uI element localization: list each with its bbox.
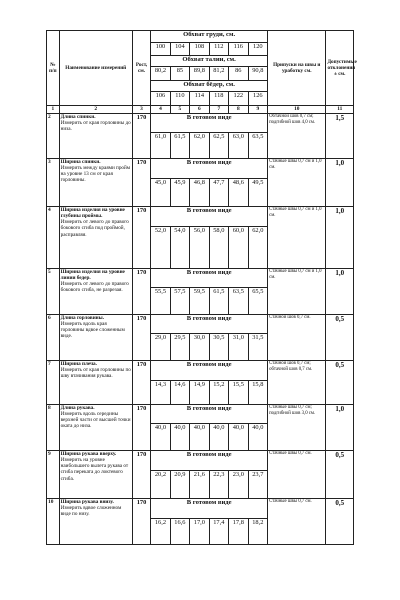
measurement-value: 22,3 [209, 471, 228, 499]
height-value: 170 [132, 269, 150, 315]
measurement-value: 49,5 [248, 179, 268, 207]
measurement-value: 14,3 [151, 381, 170, 405]
measurement-value: 20,2 [151, 471, 170, 499]
seam-allowance-note: Стачные швы 0,7 см и 1,0 см. [268, 269, 326, 315]
height-value: 170 [132, 499, 150, 545]
seam-allowance-note: Стачные швы 0,7 см; подгибной шов 3,0 см. [268, 405, 326, 451]
measurement-description: Измерить от края горловины до низа. [60, 120, 131, 133]
ready-state-label: В готовом виде [151, 207, 268, 227]
tolerance-value: 1,0 [326, 207, 354, 269]
measurement-value: 52,0 [151, 227, 170, 269]
chest-size: 100 [151, 43, 170, 56]
seam-allowance-note: Стачной шов 0,7 см. [268, 315, 326, 361]
measurement-description: Измерить от левого до правого бокового сгиба под проймой, расправляя. [60, 219, 129, 238]
measurement-value: 61,5 [170, 133, 189, 159]
measurement-name [59, 315, 132, 361]
measurement-value: 29,0 [151, 334, 170, 361]
measurement-description: Измерить вдоль середины верхней части от высшей точки оката до низа. [60, 411, 131, 430]
ready-state-label: В готовом виде [151, 114, 268, 133]
table-row [47, 405, 354, 424]
measurement-value: 30,0 [190, 334, 209, 361]
column-number: 11 [326, 106, 354, 114]
column-number: 8 [229, 106, 248, 114]
measurement-title: Ширина изделия на уровне глубины проймы. [60, 207, 125, 220]
tolerance-value: 0,5 [326, 361, 354, 405]
waist-group-label: Обхват талии, см. [151, 56, 268, 67]
table-row [47, 159, 354, 179]
measurement-value: 48,6 [229, 179, 248, 207]
measurement-value: 17,0 [190, 519, 209, 545]
row-number: 4 [47, 207, 60, 269]
tolerance-value: 1,5 [326, 114, 354, 159]
hips-size: 122 [229, 92, 248, 106]
measurement-value: 14,9 [190, 381, 209, 405]
ready-state-label: В готовом виде [151, 315, 268, 334]
measurement-value: 56,0 [190, 227, 209, 269]
measurement-value: 40,0 [170, 424, 189, 451]
measurement-value: 58,0 [209, 227, 228, 269]
measurement-description: Измерить вдвое сложенном виде по низу. [60, 505, 122, 518]
seam-allowance-note: Стачные швы 0,7 см и 1,0 см. [268, 207, 326, 269]
ready-state-label: В готовом виде [151, 159, 268, 179]
measurement-name [59, 499, 132, 545]
measurement-title: Длина спинки. [60, 114, 96, 120]
measurement-value: 54,0 [170, 227, 189, 269]
measurement-value: 57,5 [170, 288, 189, 315]
hips-group-label: Обхват бёдер, см. [151, 81, 268, 92]
row-number: 10 [47, 499, 60, 545]
height-value: 170 [132, 405, 150, 451]
tolerance-value: 1,0 [326, 159, 354, 207]
seam-allowance-note: Стачной шов 0,7 см; обтачной шов 0,7 см. [268, 361, 326, 405]
row-number: 5 [47, 269, 60, 315]
measurement-description: Измерить вдоль края горловины вдвое сложенным виде. [60, 321, 125, 340]
measurement-description: Измерить от края горловины по шву втачивания рукава. [60, 367, 131, 380]
measurement-title: Ширина изделия на уровне линии бедер. [60, 269, 125, 282]
ready-state-label: В готовом виде [151, 499, 268, 519]
measurement-value: 31,5 [248, 334, 268, 361]
measurement-value: 30,5 [209, 334, 228, 361]
measurement-value: 63,5 [248, 133, 268, 159]
allowance-column-header: Припуски на швы и уработку см. [268, 31, 326, 106]
measurement-value: 20,9 [170, 471, 189, 499]
table-row [47, 499, 354, 519]
hips-size: 106 [151, 92, 170, 106]
column-numbers-row [47, 106, 354, 114]
measurement-value: 15,8 [248, 381, 268, 405]
measurement-value: 17,8 [229, 519, 248, 545]
hips-size: 126 [248, 92, 268, 106]
measurement-description: Измерить между краями пройм на уровне 13 см от края горловины. [60, 165, 131, 184]
row-number: 8 [47, 405, 60, 451]
table-row [47, 114, 354, 133]
column-number: 5 [170, 106, 189, 114]
name-column-header: Наименование измерений [59, 31, 132, 106]
measurement-title: Длина рукава. [60, 405, 95, 411]
chest-size: 120 [248, 43, 268, 56]
measurement-value: 62,5 [209, 133, 228, 159]
table-row [47, 269, 354, 288]
column-number: 4 [151, 106, 170, 114]
measurement-name [59, 269, 132, 315]
measurement-name [59, 451, 132, 499]
measurement-value: 21,6 [190, 471, 209, 499]
measurement-description: Измерить от левого до правого бокового сгиба, не разрезая. [60, 281, 129, 294]
measurement-name [59, 405, 132, 451]
waist-size: 90,8 [248, 67, 268, 81]
measurement-value: 16,2 [151, 519, 170, 545]
height-column-header: Рост, см. [132, 31, 150, 106]
tolerance-value: 0,5 [326, 315, 354, 361]
seam-allowance-note: Стачные швы 0,7 см и 1,0 см. [268, 159, 326, 207]
measurement-name [59, 114, 132, 159]
measurement-value: 62,0 [190, 133, 209, 159]
measurement-description: Измерить на уровне наибольшего вылета рукава от сгиба переката до локтевого сгиба. [60, 457, 129, 482]
measurement-value: 23,7 [248, 471, 268, 499]
column-number: 6 [190, 106, 209, 114]
tolerance-value: 1,0 [326, 405, 354, 451]
measurement-value: 40,0 [229, 424, 248, 451]
measurement-value: 65,5 [248, 288, 268, 315]
waist-size: 89,8 [190, 67, 209, 81]
measurement-value: 59,5 [190, 288, 209, 315]
hips-size: 114 [190, 92, 209, 106]
row-number: 6 [47, 315, 60, 361]
column-number: 2 [59, 106, 132, 114]
measurement-value: 15,5 [229, 381, 248, 405]
height-value: 170 [132, 114, 150, 159]
chest-size: 112 [209, 43, 228, 56]
measurement-value: 18,2 [248, 519, 268, 545]
height-value: 170 [132, 315, 150, 361]
measurement-title: Ширина рукава вверху. [60, 451, 117, 457]
height-value: 170 [132, 207, 150, 269]
measurement-value: 40,0 [248, 424, 268, 451]
ready-state-label: В готовом виде [151, 361, 268, 381]
row-number: 9 [47, 451, 60, 499]
chest-size: 108 [190, 43, 209, 56]
tolerance-value: 1,0 [326, 269, 354, 315]
table-row [47, 361, 354, 381]
measurement-rows [47, 114, 354, 545]
column-number: 10 [268, 106, 326, 114]
row-number: 7 [47, 361, 60, 405]
measurement-value: 40,0 [209, 424, 228, 451]
num-column-header: № п/п [47, 31, 60, 106]
height-value: 170 [132, 451, 150, 499]
measurement-value: 55,5 [151, 288, 170, 315]
measurement-value: 61,5 [209, 288, 228, 315]
measurement-value: 63,5 [229, 288, 248, 315]
measurement-title: Длина горловины. [60, 315, 105, 321]
waist-size: 81,2 [209, 67, 228, 81]
measurement-value: 62,0 [248, 227, 268, 269]
measurement-value: 23,0 [229, 471, 248, 499]
height-value: 170 [132, 159, 150, 207]
table-row [47, 315, 354, 334]
table-row [47, 451, 354, 471]
seam-allowance-note: Стачные швы 0,7 см. [268, 499, 326, 545]
ready-state-label: В готовом виде [151, 405, 268, 424]
table-row [47, 207, 354, 227]
measurement-value: 16,6 [170, 519, 189, 545]
measurement-value: 60,0 [229, 227, 248, 269]
column-number: 7 [209, 106, 228, 114]
column-number: 1 [47, 106, 60, 114]
measurement-value: 17,4 [209, 519, 228, 545]
tolerance-value: 0,5 [326, 451, 354, 499]
measurement-value: 45,0 [151, 179, 170, 207]
seam-allowance-note: Обтачной шов 0,7 см; подгибной шов 4,0 см. [268, 114, 326, 159]
height-value: 170 [132, 361, 150, 405]
column-number: 3 [132, 106, 150, 114]
measurement-title: Ширина рукава внизу. [60, 499, 114, 505]
measurement-value: 40,0 [151, 424, 170, 451]
seam-allowance-note: Стачные швы 0,7 см. [268, 451, 326, 499]
column-number: 9 [248, 106, 268, 114]
tolerance-value: 0,5 [326, 499, 354, 545]
measurement-name [59, 361, 132, 405]
measurement-name [59, 207, 132, 269]
waist-size: 86 [229, 67, 248, 81]
measurement-title: Ширина спинки. [60, 159, 101, 165]
chest-group-label: Обхват груди, см. [151, 31, 268, 43]
chest-size: 104 [170, 43, 189, 56]
row-number: 3 [47, 159, 60, 207]
measurement-value: 29,5 [170, 334, 189, 361]
measurement-value: 63,0 [229, 133, 248, 159]
measurement-value: 45,9 [170, 179, 189, 207]
deviation-column-header: Допустимые отклонения ± см. [326, 31, 354, 106]
measurement-value: 61,0 [151, 133, 170, 159]
ready-state-label: В готовом виде [151, 269, 268, 288]
waist-size: 85 [170, 67, 189, 81]
chest-size: 116 [229, 43, 248, 56]
measurement-table [46, 30, 357, 545]
hips-size: 118 [209, 92, 228, 106]
measurement-value: 15,2 [209, 381, 228, 405]
hips-size: 110 [170, 92, 189, 106]
measurement-value: 47,7 [209, 179, 228, 207]
table-header [47, 31, 357, 114]
measurement-value: 31,0 [229, 334, 248, 361]
measurement-value: 14,6 [170, 381, 189, 405]
waist-size: 80,2 [151, 67, 170, 81]
row-number: 2 [47, 114, 60, 159]
measurement-value: 40,0 [190, 424, 209, 451]
ready-state-label: В готовом виде [151, 451, 268, 471]
measurement-title: Ширина плеча. [60, 361, 97, 367]
measurement-name [59, 159, 132, 207]
measurement-value: 46,8 [190, 179, 209, 207]
